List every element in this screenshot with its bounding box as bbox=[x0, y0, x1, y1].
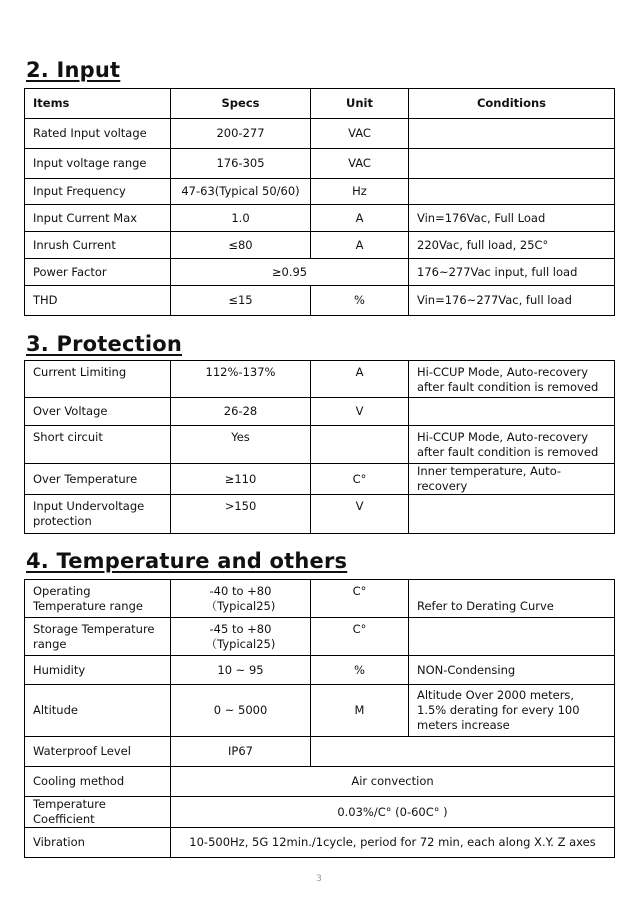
cell-item: Input Frequency bbox=[25, 179, 171, 205]
cell-item: Humidity bbox=[25, 656, 171, 685]
cell-item: Operating Temperature range bbox=[25, 580, 171, 618]
cell-unit bbox=[311, 426, 409, 464]
table-row bbox=[25, 767, 615, 797]
table-row bbox=[25, 259, 615, 286]
table-header-row bbox=[25, 89, 615, 119]
table-row bbox=[25, 656, 615, 685]
cell-condition: 220Vac, full load, 25C° bbox=[409, 232, 615, 259]
cell-unit: VAC bbox=[311, 149, 409, 179]
cell-item: Input voltage range bbox=[25, 149, 171, 179]
table-row bbox=[25, 398, 615, 426]
table-row bbox=[25, 286, 615, 316]
cell-spec: 0 ~ 5000 bbox=[171, 685, 311, 737]
cell-item: Temperature Coefficient bbox=[25, 797, 171, 828]
cell-spec: 10-500Hz, 5G 12min./1cycle, period for 72 min, each along X.Y. Z axes bbox=[171, 828, 615, 858]
cell-unit: C° bbox=[311, 618, 409, 656]
cell-item: Inrush Current bbox=[25, 232, 171, 259]
cell-item: Current Limiting bbox=[25, 361, 171, 398]
header-unit: Unit bbox=[311, 89, 409, 119]
cell-spec: 10 ~ 95 bbox=[171, 656, 311, 685]
table-row bbox=[25, 495, 615, 534]
cell-item: Input Current Max bbox=[25, 205, 171, 232]
cell-item: Waterproof Level bbox=[25, 737, 171, 767]
cell-item: Altitude bbox=[25, 685, 171, 737]
cell-item: Input Undervoltage protection bbox=[25, 495, 171, 534]
cell-spec: 47-63(Typical 50/60) bbox=[171, 179, 311, 205]
cell-unit: % bbox=[311, 656, 409, 685]
header-items: Items bbox=[25, 89, 171, 119]
cell-condition: Altitude Over 2000 meters, 1.5% derating for every 100 meters increase bbox=[409, 685, 615, 737]
cell-item: Storage Temperature range bbox=[25, 618, 171, 656]
cell-unit: VAC bbox=[311, 119, 409, 149]
cell-spec: -40 to +80（Typical25) bbox=[171, 580, 311, 618]
cell-unit: A bbox=[311, 205, 409, 232]
cell-spec: Yes bbox=[171, 426, 311, 464]
temperature-table bbox=[24, 579, 615, 858]
cell-unit: Hz bbox=[311, 179, 409, 205]
cell-spec: ≥110 bbox=[171, 464, 311, 495]
cell-spec: IP67 bbox=[171, 737, 311, 767]
cell-unit: A bbox=[311, 232, 409, 259]
cell-condition bbox=[409, 398, 615, 426]
table-row bbox=[25, 205, 615, 232]
cell-condition: Vin=176~277Vac, full load bbox=[409, 286, 615, 316]
cell-item: Short circuit bbox=[25, 426, 171, 464]
cell-item: Power Factor bbox=[25, 259, 171, 286]
cell-spec: 200-277 bbox=[171, 119, 311, 149]
cell-condition: Inner temperature, Auto-recovery bbox=[409, 464, 615, 495]
cell-condition bbox=[409, 179, 615, 205]
cell-item: Over Temperature bbox=[25, 464, 171, 495]
section-title-input: 2. Input bbox=[26, 58, 121, 82]
table-row bbox=[25, 149, 615, 179]
cell-condition bbox=[311, 737, 615, 767]
cell-condition: Hi-CCUP Mode, Auto-recovery after fault condition is removed bbox=[409, 361, 615, 398]
cell-condition bbox=[409, 495, 615, 534]
cell-condition: 176~277Vac input, full load bbox=[409, 259, 615, 286]
cell-spec: 26-28 bbox=[171, 398, 311, 426]
cell-spec: Air convection bbox=[171, 767, 615, 797]
cell-unit: A bbox=[311, 361, 409, 398]
table-row bbox=[25, 737, 615, 767]
cell-spec: ≥0.95 bbox=[171, 259, 409, 286]
cell-condition bbox=[409, 149, 615, 179]
cell-spec: ≤15 bbox=[171, 286, 311, 316]
cell-item: Rated Input voltage bbox=[25, 119, 171, 149]
table-row bbox=[25, 232, 615, 259]
cell-spec: -45 to +80（Typical25) bbox=[171, 618, 311, 656]
section-title-protection: 3. Protection bbox=[26, 332, 183, 356]
cell-item: Over Voltage bbox=[25, 398, 171, 426]
table-row bbox=[25, 828, 615, 858]
cell-condition: Refer to Derating Curve bbox=[409, 580, 615, 618]
cell-condition: Hi-CCUP Mode, Auto-recovery after fault condition is removed bbox=[409, 426, 615, 464]
cell-item: THD bbox=[25, 286, 171, 316]
cell-condition: Vin=176Vac, Full Load bbox=[409, 205, 615, 232]
cell-condition bbox=[409, 618, 615, 656]
protection-table bbox=[24, 360, 615, 534]
header-conditions: Conditions bbox=[409, 89, 615, 119]
table-row bbox=[25, 685, 615, 737]
cell-unit: C° bbox=[311, 580, 409, 618]
table-row bbox=[25, 580, 615, 618]
table-row bbox=[25, 179, 615, 205]
section-title-temperature: 4. Temperature and others bbox=[26, 549, 348, 573]
cell-spec: 0.03%/C° (0-60C° ) bbox=[171, 797, 615, 828]
table-row bbox=[25, 361, 615, 398]
cell-spec: ≤80 bbox=[171, 232, 311, 259]
table-row bbox=[25, 119, 615, 149]
cell-unit: M bbox=[311, 685, 409, 737]
cell-condition bbox=[409, 119, 615, 149]
cell-unit: V bbox=[311, 398, 409, 426]
header-specs: Specs bbox=[171, 89, 311, 119]
cell-item: Cooling method bbox=[25, 767, 171, 797]
cell-spec: >150 bbox=[171, 495, 311, 534]
table-row bbox=[25, 464, 615, 495]
page-number: 3 bbox=[316, 874, 322, 884]
cell-unit: % bbox=[311, 286, 409, 316]
cell-item: Vibration bbox=[25, 828, 171, 858]
cell-unit: C° bbox=[311, 464, 409, 495]
table-row bbox=[25, 797, 615, 828]
cell-spec: 176-305 bbox=[171, 149, 311, 179]
cell-spec: 112%-137% bbox=[171, 361, 311, 398]
cell-condition: NON-Condensing bbox=[409, 656, 615, 685]
cell-spec: 1.0 bbox=[171, 205, 311, 232]
cell-unit: V bbox=[311, 495, 409, 534]
table-row bbox=[25, 426, 615, 464]
table-row bbox=[25, 618, 615, 656]
input-table bbox=[24, 88, 615, 316]
